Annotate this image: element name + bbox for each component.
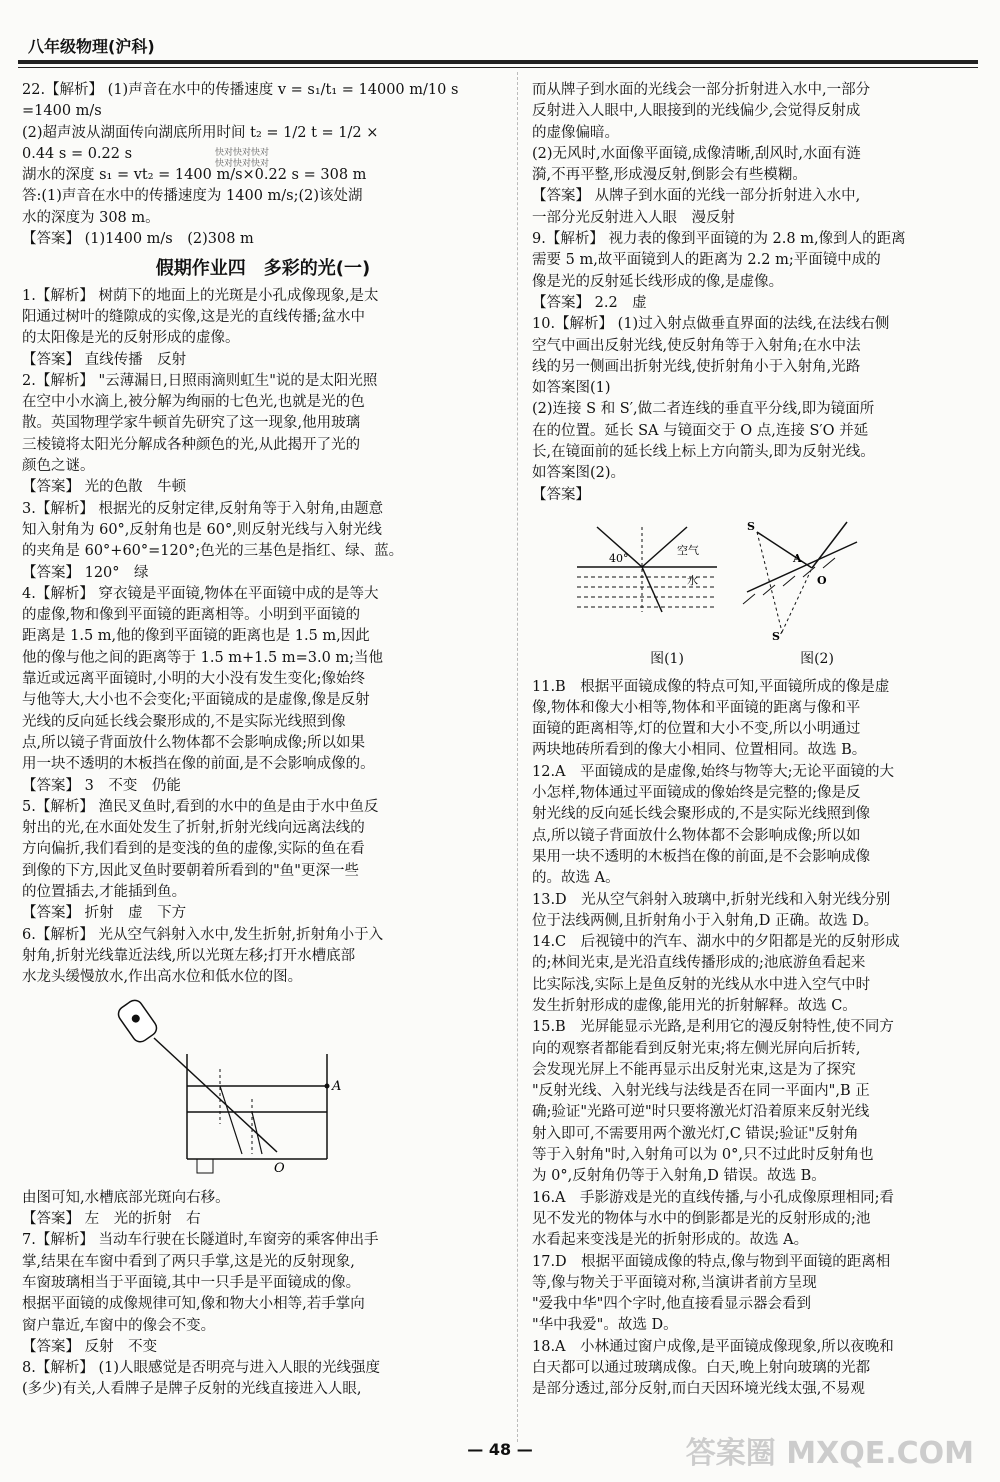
text-line: 湖水的深度 s₁ = vt₂ = 1400 m/s×0.22 s = 308 m (22, 167, 367, 184)
air-label: 空气 (677, 543, 699, 557)
text-line: 窗户靠近,车窗中的像会不变。 (22, 1317, 216, 1334)
text-line: 9.【解析】 视力表的像到平面镜的为 2.8 m,像到人的距离 (532, 231, 906, 248)
text-line: 15.B 光屏能显示光路,是利用它的漫反射特性,使不同方 (532, 1019, 894, 1036)
text-line: 白天都可以通过玻璃成像。白天,晚上射向玻璃的光都 (532, 1360, 871, 1377)
page-number: — 48 — (467, 1440, 533, 1459)
text-line: 【答案】 120° 绿 (22, 564, 149, 581)
text-line: 方向偏折,我们看到的是变浅的鱼的虚像,实际的鱼在看 (22, 841, 365, 858)
figure-6 (22, 994, 504, 1181)
text-line: "华中我爱"。故选 D。 (532, 1317, 678, 1334)
text-line: 车窗玻璃相当于平面镜,其中一只手是平面镜成的像。 (22, 1274, 361, 1291)
header-rule-thin (18, 67, 978, 68)
text-line: (多少)有关,人看牌子是牌子反射的光线直接进入人眼, (22, 1381, 362, 1398)
text-line: (2)无风时,水面像平面镜,成像清晰,刮风时,水面有涟 (532, 145, 861, 162)
water-tank-diagram (102, 994, 402, 1174)
right-body (532, 677, 982, 1401)
text-line: 三棱镜将太阳光分解成各种颜色的光,从此揭开了光的 (22, 436, 361, 453)
text-line: 像是光的反射延长线形成的像,是虚像。 (532, 273, 784, 290)
text-line: 长,在镜面前的延长线上标上方向箭头,即为反射光线。 (532, 444, 875, 461)
label-s-prime: S′ (772, 629, 783, 642)
text-line: 他的像与他之间的距离等于 1.5 m+1.5 m=3.0 m;当他 (22, 649, 384, 666)
text-line: 线的另一侧画出折射光线,使折射角小于入射角,光路 (532, 358, 861, 375)
page-header: 八年级物理(沪科) (28, 37, 155, 56)
text-line: 水看起来变浅是光的折射形成的。故选 A。 (532, 1232, 809, 1249)
text-line: 【答案】 光的色散 牛顿 (22, 479, 187, 496)
right-top (532, 80, 982, 506)
text-line: 18.A 小林通过窗户成像,是平面镜成像现象,所以夜晚和 (532, 1338, 894, 1355)
section-title: 假期作业四 多彩的光(一) (155, 258, 371, 280)
text-line: 是部分透过,部分反射,而白天因环境光线太强,不易观 (532, 1381, 865, 1398)
text-line: 【答案】 直线传播 反射 (22, 351, 187, 368)
column-divider (517, 72, 518, 1442)
text-line: 比实际浅,实际上是鱼反射的光线从水中进入空气中时 (532, 976, 871, 993)
text-line: 确;验证"光路可逆"时只要将激光灯沿着原来反射光线 (532, 1104, 870, 1121)
light-path-diagrams (567, 512, 867, 642)
text-line: 需要 5 m,故平面镜到人的距离为 2.2 m;平面镜中成的 (532, 252, 881, 269)
text-line: 掌,结果在车窗中看到了两只手掌,这是光的反射现象, (22, 1253, 355, 1270)
q22-block (22, 80, 504, 250)
text-line: 7.【解析】 当动车行驶在长隧道时,车窗旁的乘客伸出手 (22, 1232, 379, 1249)
text-line: 的虚像,物和像到平面镜的距离相等。小明到平面镜的 (22, 607, 361, 624)
text-line: "爱我中华"四个字时,他直接看显示器会看到 (532, 1296, 811, 1313)
text-line: 漪,不再平整,形成漫反射,倒影会有些模糊。 (532, 167, 807, 184)
text-line: 的位置插去,才能插到鱼。 (22, 883, 187, 900)
text-line: 点,所以镜子背面放什么物体都不会影响成像;所以如果 (22, 734, 365, 751)
label-a: A (793, 551, 802, 565)
text-line: 14.C 后视镜中的汽车、湖水中的夕阳都是光的反射形成 (532, 934, 900, 951)
text-line: 如答案图(1) (532, 380, 611, 397)
text-line: 靠近或远离平面镜时,小明的大小没有发生变化;像始终 (22, 671, 365, 688)
text-line: 为 0°,反射角仍等于入射角,D 错误。故选 B。 (532, 1168, 826, 1185)
water-label: 水 (687, 573, 698, 587)
text-line: (2)超声波从湖面传向湖底所用时间 t₂ = 1/2 t = 1/2 × (22, 124, 379, 141)
text-line: "反射光线、入射光线与法线是否在同一平面内",B 正 (532, 1083, 870, 1100)
label-o: O (817, 573, 827, 587)
sticker-label: 快对快对快对 快对快对快对 (215, 148, 270, 169)
text-line: 【答案】 (532, 486, 590, 503)
left-body (22, 286, 504, 989)
text-line: 用一块不透明的木板挡在像的前面,是不会影响成像的。 (22, 756, 375, 773)
text-line: 12.A 平面镜成的是虚像,始终与物等大;无论平面镜的大 (532, 763, 895, 780)
text-line: 2.【解析】 "云薄漏日,日照雨滴则虹生"说的是太阳光照 (22, 372, 378, 389)
label-o: O (274, 1161, 285, 1175)
text-line: 10.【解析】 (1)过入射点做垂直界面的法线,在法线右侧 (532, 316, 890, 333)
text-line: 像,物体和像大小相等,物体和平面镜的距离与像和平 (532, 699, 861, 716)
text-line: 发生折射形成的虚像,能用光的折射解释。故选 C。 (532, 997, 857, 1014)
text-line: 到像的下方,因此叉鱼时要朝着所看到的"鱼"更深一些 (22, 862, 359, 879)
text-line: 见不发光的物体与水中的倒影都是光的反射形成的;池 (532, 1210, 871, 1227)
text-line: 根据平面镜的成像规律可知,像和物大小相等,若手掌向 (22, 1296, 365, 1313)
text-line: 面镜的距离相等,灯的位置和大小不变,所以小明通过 (532, 721, 861, 738)
text-line: 阳通过树叶的缝隙成的实像,这是光的直线传播;盆水中 (22, 308, 365, 325)
label-a: A (332, 1079, 342, 1095)
right-column (532, 80, 982, 1401)
text-line: 13.D 光从空气斜射入玻璃中,折射光线和入射光线分别 (532, 891, 891, 908)
text-line: 与他等大,大小也不会变化;平面镜成的是虚像,像是反射 (22, 692, 370, 709)
text-line: 等,像与物关于平面镜对称,当演讲者前方呈现 (532, 1274, 817, 1291)
text-line: 水的深度为 308 m。 (22, 209, 160, 226)
text-line: 17.D 根据平面镜成像的特点,像与物到平面镜的距离相 (532, 1253, 891, 1270)
text-line: 【答案】 2.2 虚 (532, 294, 647, 311)
text-line: 射角,折射光线靠近法线,所以光斑左移;打开水槽底部 (22, 947, 356, 964)
text-line: 【答案】 3 不变 仍能 (22, 777, 181, 794)
caption-fig2: 图(2) (800, 651, 834, 668)
text-line: 小怎样,物体通过平面镜成的像始终是完整的;像是反 (532, 785, 861, 802)
text-line: 【答案】 反射 不变 (22, 1338, 158, 1355)
text-line: 在的位置。延长 SA 与镜面交于 O 点,连接 S′O 并延 (532, 422, 869, 439)
text-line: 16.A 手影游戏是光的直线传播,与小孔成像原理相同;看 (532, 1189, 895, 1206)
text-line: 距离是 1.5 m,他的像到平面镜的距离也是 1.5 m,因此 (22, 628, 370, 645)
text-line: 水龙头缓慢放水,作出高水位和低水位的图。 (22, 969, 303, 986)
text-line: 【答案】 折射 虚 下方 (22, 905, 187, 922)
text-line: 会发现光屏上不能再显示出反射光束,这是为了探究 (532, 1061, 856, 1078)
left-after-figure (22, 1188, 504, 1401)
text-line: 3.【解析】 根据光的反射定律,反射角等于入射角,由题意 (22, 500, 384, 517)
text-line: 答:(1)声音在水中的传播速度为 1400 m/s;(2)该处湖 (22, 188, 363, 205)
text-line: 的;林间光束,是光沿直线传播形成的;池底游鱼看起来 (532, 955, 866, 972)
text-line: 反射进入人眼中,人眼接到的光线偏少,会觉得反射成 (532, 103, 861, 120)
text-line: 【答案】 从牌子到水面的光线一部分折射进入水中, (532, 188, 861, 205)
text-line: 由图可知,水槽底部光斑向右移。 (22, 1189, 230, 1206)
text-line: 22.【解析】 (1)声音在水中的传播速度 v = s₁/t₁ = 14000 m/10 s (22, 82, 459, 98)
text-line: 光线的反向延长线会聚形成的,不是实际光线照到像 (22, 713, 346, 730)
text-line: 的夹角是 60°+60°=120°;色光的三基色是指红、绿、蓝。 (22, 543, 404, 560)
watermark-logo: 答案圈 MXQE.COM (685, 1436, 974, 1471)
text-line: 射出的光,在水面处发生了折射,折射光线向远离法线的 (22, 820, 365, 837)
text-line: 5.【解析】 渔民叉鱼时,看到的水中的鱼是由于水中鱼反 (22, 798, 379, 815)
header-rule (18, 60, 978, 64)
text-line: 在空中小水滴上,被分解为绚丽的七色光,也就是光的色 (22, 394, 365, 411)
text-line: 点,所以镜子背面放什么物体都不会影响成像;所以如 (532, 827, 861, 844)
text-line: 0.44 s = 0.22 s (22, 145, 133, 162)
text-line: 空气中画出反射光线,使反射角等于入射角;在水中法 (532, 337, 861, 354)
text-line: 【答案】 (1)1400 m/s (2)308 m (22, 231, 254, 248)
text-line: 两块地砖所看到的像大小相同、位置相同。故选 B。 (532, 742, 867, 759)
text-line: 如答案图(2)。 (532, 465, 626, 482)
text-line: =1400 m/s (22, 103, 102, 120)
text-line: 位于法线两侧,且折射角小于入射角,D 正确。故选 D。 (532, 912, 879, 929)
figure-10 (532, 512, 982, 671)
text-line: 知入射角为 60°,反射角也是 60°,则反射光线与入射光线 (22, 521, 382, 538)
caption-fig1: 图(1) (650, 651, 684, 668)
text-line: 的。故选 A。 (532, 870, 620, 887)
label-s: S (747, 519, 755, 533)
text-line: 果用一块不透明的木板挡在像的前面,是不会影响成像 (532, 848, 871, 865)
text-line: 11.B 根据平面镜成像的特点可知,平面镜所成的像是虚 (532, 678, 890, 695)
text-line: 6.【解析】 光从空气斜射入水中,发生折射,折射角小于入 (22, 926, 384, 943)
left-column (22, 80, 504, 1401)
text-line: 一部分光反射进入人眼 漫反射 (532, 209, 735, 226)
text-line: 而从牌子到水面的光线会一部分折射进入水中,一部分 (532, 82, 871, 98)
text-line: 散。英国物理学家牛顿首先研究了这一现象,他用玻璃 (22, 415, 361, 432)
text-line: 向的观察者都能看到反射光束;将左侧光屏向后折转, (532, 1040, 861, 1057)
text-line: 8.【解析】 (1)人眼感觉是否明亮与进入人眼的光线强度 (22, 1360, 380, 1377)
text-line: 射入即可,不需要用两个激光灯,C 错误;验证"反射角 (532, 1125, 859, 1142)
text-line: 颜色之谜。 (22, 458, 95, 475)
text-line: (2)连接 S 和 S′,做二者连线的垂直平分线,即为镜面所 (532, 401, 875, 418)
text-line: 等于入射角"时,入射角可以为 0°,只不过此时反射角也 (532, 1147, 874, 1164)
text-line: 的太阳像是光的反射形成的虚像。 (22, 330, 240, 347)
text-line: 射光线的反向延长线会聚形成的,不是实际光线照到像 (532, 806, 871, 823)
text-line: 1.【解析】 树荫下的地面上的光斑是小孔成像现象,是太 (22, 287, 379, 304)
text-line: 【答案】 左 光的折射 右 (22, 1211, 201, 1228)
angle-label: 40° (609, 551, 629, 565)
text-line: 4.【解析】 穿衣镜是平面镜,物体在平面镜中成的是等大 (22, 585, 379, 602)
text-line: 的虚像偏暗。 (532, 124, 619, 141)
